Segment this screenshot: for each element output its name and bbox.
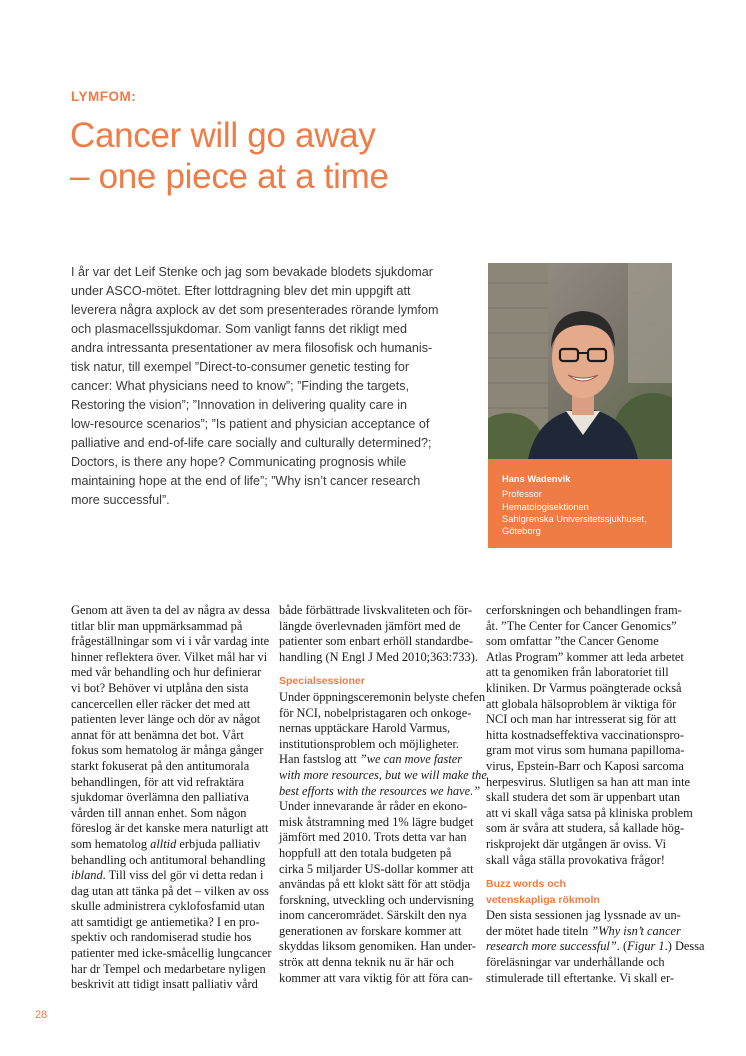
- body-line: riskprojekt där utgången är oviss. Vi: [486, 836, 667, 851]
- intro-line: leverera några axplock av det som presenterades rörande lymfom: [71, 303, 439, 317]
- body-line: Genom att även ta del av några av dessa: [71, 603, 270, 617]
- body-line: generationen av forskare kommer att: [279, 923, 462, 938]
- body-line: herpesvirus. Slutligen sa han att man inte: [486, 774, 691, 789]
- body-line: för NCI, nobelpristagaren och onkoge-: [279, 705, 472, 720]
- title-line: Cancer will go away: [70, 116, 376, 155]
- body-line: har dr Tempel och medarbetare nyligen: [71, 961, 266, 976]
- body-line: handling (N Engl J Med 2010;363:733).: [279, 649, 478, 664]
- body-line: cancercellen eller räcker det med att: [71, 696, 251, 711]
- body-line: hinner reflektera över. Vilket mål har vi: [71, 649, 268, 664]
- intro-line: cancer: What physicians need to know”; ”Finding the targets,: [71, 379, 410, 393]
- body-line: titlar blir man uppmärksammad på: [71, 618, 243, 633]
- body-line: Under öppningsceremonin belyste chefen: [279, 689, 486, 704]
- body-line: starkt fokuserat på den antitumorala: [71, 758, 250, 773]
- body-line: behandlingen, för att vid refraktära: [71, 774, 245, 789]
- body-line: stimulerade till eftertanke. Vi skall er-: [486, 970, 675, 985]
- intro-line: more successful”.: [71, 493, 170, 507]
- intro-paragraph: [71, 263, 471, 510]
- body-line: institutionsproblem och möjligheter.: [279, 736, 459, 751]
- body-line: vården till annan enhet. Som någon: [71, 805, 247, 820]
- body-line: der mötet hade titeln ”Why isn’t cancer: [486, 923, 681, 938]
- body-line: kliniken. Dr Varmus poängterade också: [486, 680, 682, 695]
- page-number: 28: [35, 1009, 48, 1021]
- body-line: åt. ”The Center for Cancer Genomics”: [486, 618, 677, 633]
- body-line: att vi skall våga satsa på kliniska problem: [486, 805, 693, 820]
- intro-line: under ASCO-mötet. Efter lottdragning blev det min uppgift att: [71, 284, 411, 298]
- body-line: föreslog är det kanske mera naturligt att: [71, 821, 269, 836]
- intro-line: low-resource scenarios”; ”Is patient and physician acceptance of: [71, 417, 430, 431]
- body-line: behandling och antitumoral behandling: [71, 852, 266, 867]
- body-line: att ta genomiken från laboratoriet till: [486, 665, 669, 680]
- body-line: hitta kostnadseffektiva vaccinationspro-: [486, 727, 684, 742]
- body-line: with more resources, but we will make the: [279, 767, 487, 782]
- body-line: research more successful”. (Figur 1.) Dessa: [486, 939, 705, 954]
- body-column-3: [486, 603, 705, 986]
- body-line: jämfört med 2010. Trots detta var han: [279, 830, 467, 845]
- body-line: forskning, utveckling och undervisning: [279, 892, 474, 907]
- body-line: som hematolog alltid erbjuda palliativ: [71, 836, 261, 851]
- body-line: nernas upptäckare Harold Varmus,: [279, 721, 451, 736]
- col2-paragraph-2: [279, 689, 487, 986]
- section-heading-buzz-words-2: vetenskapliga rökmoln: [486, 893, 600, 906]
- body-line: både förbättrade livskvaliteten och för-: [279, 603, 473, 617]
- body-line: vi bot? Behöver vi utplåna den sista: [71, 680, 249, 695]
- body-line: fokus som hematolog är många gånger: [71, 743, 264, 758]
- body-line: skyddas liksom genomiken. Han under-: [279, 939, 476, 954]
- body-line: NCI och man har intresserat sig för att: [486, 712, 677, 727]
- body-line: frågeställningar som vi i vår vardag inte: [71, 634, 270, 649]
- body-line: skall våga ställa provokativa frågor!: [486, 852, 665, 867]
- body-line: Under innevarande år råder en ekono-: [279, 799, 468, 814]
- section-heading-buzz-words: Buzz words och: [486, 878, 566, 891]
- body-line: virus, Epstein-Barr och Kaposi sarcoma: [486, 758, 684, 773]
- col3-paragraph-2: [486, 908, 705, 986]
- body-line: att samtidigt ge antiemetika? I en pro-: [71, 914, 260, 929]
- author-hospital: Sahlgrenska Universitetssjukhuset,: [502, 513, 647, 524]
- intro-line: tisk natur, till exempel ”Direct-to-consumer genetic testing for: [71, 360, 410, 374]
- intro-line: Doctors, is there any hope? Communicating prognosis while: [71, 455, 407, 469]
- body-line: patienten lever länge och dör av något: [71, 712, 261, 727]
- body-line: beskrivit att tidigt insatt palliativ vård: [71, 977, 258, 992]
- body-line: gram mot virus som humana papilloma-: [486, 743, 685, 758]
- author-title: Professor: [502, 489, 542, 500]
- body-line: annat för att benämna det bot. Vårt: [71, 727, 244, 742]
- body-line: misk åtstramning med 1% lägre budget: [279, 814, 474, 829]
- body-line: som omfattar ”the Cancer Genome: [486, 634, 659, 649]
- body-line: skall studera det som är uppenbart utan: [486, 790, 681, 805]
- body-line: spektiv och randomiserad studie hos: [71, 930, 252, 945]
- body-line: ströк att denna teknik nu är här och: [279, 955, 454, 970]
- body-column-1: [71, 603, 272, 993]
- intro-line: I år var det Leif Stenke och jag som bevakade blodets sjukdomar: [71, 265, 433, 279]
- title-line: – one piece at a time: [70, 157, 389, 196]
- author-department: Hematologisektionen: [502, 501, 589, 512]
- body-line: hoppfull att den totala budgeten på: [279, 845, 452, 860]
- body-line: längde överlevnaden jämfört med de: [279, 618, 461, 633]
- section-heading-specialsessioner: Specialsessioner: [279, 675, 365, 688]
- body-line: Den sista sessionen jag lyssnade av un-: [486, 908, 681, 923]
- body-line: sjukdomar överlämna den palliativa: [71, 790, 249, 805]
- body-line: inom canceromrädet. Särskilt den nya: [279, 908, 467, 923]
- body-line: best efforts with the resources we have.”: [279, 783, 481, 798]
- intro-line: och plasmacellssjukdomar. Som vanligt fanns det riklig​t med: [71, 322, 407, 336]
- intro-line: palliative and end-of-life care socially and culturally determined?;: [71, 436, 432, 450]
- col3-paragraph-1: [486, 603, 693, 868]
- intro-line: maintaining hope at the end of life”; ”Why isn’t cancer research: [71, 474, 421, 488]
- author-photo: [488, 263, 672, 459]
- body-line: Han fastslog att ”we can move faster: [279, 752, 463, 767]
- body-line: användas på ett klokt sätt för att stödja: [279, 877, 470, 892]
- body-line: med vår behandling och hur definierar: [71, 665, 262, 680]
- author-caption: [488, 459, 672, 548]
- body-line: att globala hälsoproblem är viktiga för: [486, 696, 677, 711]
- body-column-2: [279, 603, 487, 986]
- body-line: kommer att vara viktig för att föra can-: [279, 970, 473, 985]
- body-line: cerforskningen och behandlingen fram-: [486, 603, 682, 617]
- article-title: [70, 115, 389, 197]
- body-line: som är svåra att studera, så kallade hög-: [486, 821, 685, 836]
- author-city: Göteborg: [502, 526, 541, 537]
- body-line: ibland. Till viss del gör vi detta redan i: [71, 868, 264, 883]
- body-line: cirka 5 miljarder US-dollar kommer att: [279, 861, 474, 876]
- body-line: skulle administrera cyklofosfamid utan: [71, 899, 265, 914]
- kicker: LYMFOM:: [71, 89, 137, 104]
- body-line: föreläsningar var underhållande och: [486, 955, 665, 970]
- body-line: dag utan att tänka på det – vilken av oss: [71, 883, 269, 898]
- body-line: Atlas Program” kommer att leda arbetet: [486, 649, 684, 664]
- body-line: patienter med icke-småcellig lungcancer: [71, 946, 272, 961]
- col2-paragraph-1: [279, 603, 478, 665]
- body-line: patienter som enbart erhöll standardbe-: [279, 634, 474, 649]
- author-name: Hans Wadenvik: [502, 474, 571, 484]
- intro-line: Restoring the vision”; ”Innovation in delivering quality care in: [71, 398, 408, 412]
- intro-line: andra intressanta presentationer av mera filosofisk och humanis-: [71, 341, 433, 355]
